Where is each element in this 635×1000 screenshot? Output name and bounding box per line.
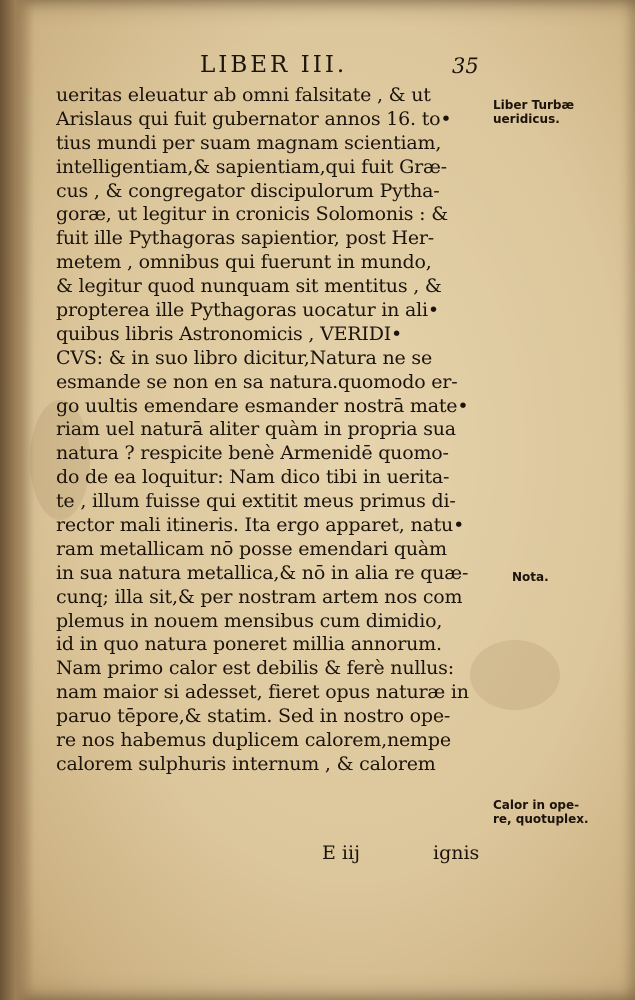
text-line: riam uel naturā aliter quàm in propria sua [56, 418, 456, 441]
margin-note-line: Liber Turbæ [493, 98, 575, 112]
margin-note-line: Nota. [512, 570, 549, 584]
body-text-block [56, 84, 496, 777]
text-line: metem , omnibus qui fuerunt in mundo, [56, 251, 432, 274]
text-line: te , illum fuisse qui extitit meus primus di- [56, 490, 456, 513]
text-line: calorem sulphuris internum , & calorem [56, 752, 436, 775]
text-line: id in quo natura poneret millia annorum. [56, 633, 442, 656]
text-line: CVS: & in suo libro dicitur,Natura ne se [56, 346, 433, 369]
text-line: tius mundi per suam magnam scientiam, [56, 131, 442, 154]
text-line: fuit ille Pythagoras sapientior, post Her- [56, 227, 435, 250]
text-line: nam maior si adesset, fieret opus naturæ in [56, 681, 469, 704]
margin-note-line: Calor in ope- [493, 798, 580, 812]
running-title: LIBER III. [200, 52, 348, 78]
folio-number: 35 [452, 54, 479, 78]
text-line: Nam primo calor est debilis & ferè nullus: [56, 657, 454, 680]
catchword: ignis [433, 842, 480, 864]
text-line: cunq; illa sit,& per nostram artem nos com [56, 585, 463, 608]
text-line: rector mali itineris. Ita ergo apparet, natu• [56, 514, 465, 537]
text-line: in sua natura metallica,& nō in alia re quæ- [56, 561, 469, 584]
text-line: intelligentiam,& sapientiam,qui fuit Græ- [56, 155, 447, 178]
text-line: do de ea loquitur: Nam dico tibi in uerita- [56, 466, 450, 489]
text-line: plemus in nouem mensibus cum dimidio, [56, 609, 443, 632]
text-line: go uultis emendare esmander nostrā mate• [56, 394, 469, 417]
text-line: & legitur quod nunquam sit mentitus , & [56, 275, 442, 298]
text-line: ram metallicam nō posse emendari quàm [56, 537, 447, 560]
text-line: natura ? respicite benè Armenidē quomo- [56, 442, 449, 465]
text-line: paruo tēpore,& statim. Sed in nostro ope- [56, 705, 451, 728]
text-line: cus , & congregator discipulorum Pytha- [56, 179, 440, 202]
margin-note-line: ueridicus. [493, 112, 560, 126]
text-line: esmande se non en sa natura.quomodo er- [56, 370, 458, 393]
text-line: goræ, ut legitur in cronicis Solomonis : & [56, 203, 448, 226]
margin-note-line: re, quotuplex. [493, 812, 589, 826]
text-line: re nos habemus duplicem calorem,nempe [56, 729, 451, 752]
text-line: ueritas eleuatur ab omni falsitate , & ut [56, 84, 431, 106]
text-line: quibus libris Astronomicis , VERIDI• [56, 322, 403, 345]
catchline [0, 842, 635, 868]
margin-note-calor [493, 798, 629, 826]
text-line: propterea ille Pythagoras uocatur in ali• [56, 299, 439, 322]
text-line: Arislaus qui fuit gubernator annos 16. to• [56, 107, 452, 130]
signature-mark: E iij [322, 842, 360, 864]
margin-note-nota [512, 570, 635, 584]
page-header [0, 52, 635, 82]
margin-note-liber-turbae [493, 98, 629, 126]
